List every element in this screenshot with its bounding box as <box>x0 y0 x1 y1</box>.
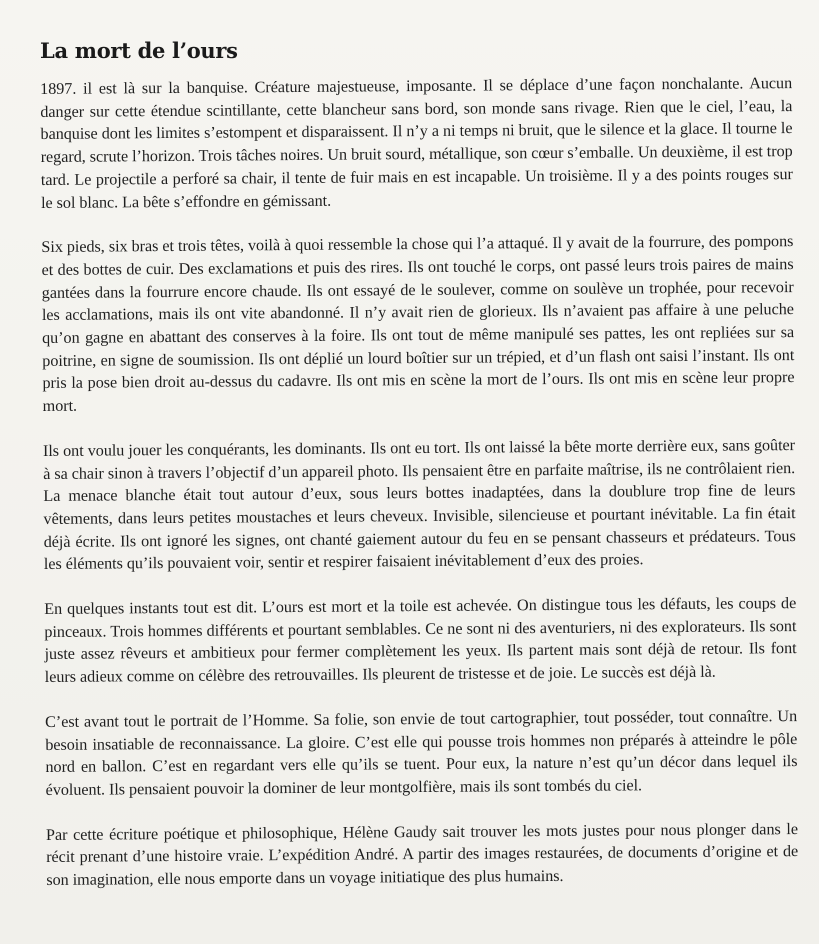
paragraph-1: 1897. il est là sur la banquise. Créature majestueuse, imposante. Il se déplace d’une façon nonchalante. Aucun danger sur cette étendue scintillante, cette blancheur sans bord, son monde sans rivage. Rien que le ciel, l’eau, la banquise dont les limites s’estompent et disparaissent. Il n’y a ni temps ni bruit, que le silence et la glace. Il tourne le regard, scrute l’horizon. Trois tâches noires. Un bruit sourd, métallique, son cœur s’emballe. Un deuxième, il est trop tard. Le projectile a perforé sa chair, il tente de fuir mais en est incapable. Un troisième. Il y a des points rouges sur le sol blanc. La bête s’effondre en gémissant. <box>40 74 793 212</box>
paragraph-5: C’est avant tout le portrait de l’Homme. Sa folie, son envie de tout cartographier, tout posséder, tout connaître. Un besoin insatiable de reconnaissance. La gloire. C’est elle qui pousse trois hommes non préparés à atteindre le pôle nord en ballon. C’est en regardant vers elle qu’ils se tuent. Pour eux, la nature n’est qu’un décor dans lequel ils évoluent. Ils pensaient pouvoir la dominer de leur montgolfière, mais ils sont tombés du ciel. <box>45 706 798 799</box>
article-title: La mort de l’ours <box>40 38 238 63</box>
paragraph-4: En quelques instants tout est dit. L’ours est mort et la toile est achevée. On distingue tous les défauts, les coups de pinceaux. Trois hommes différents et pourtant semblables. Ce ne sont ni des aventuriers, ni des explorateurs. Ils sont juste assez rêveurs et ambitieux pour fermer complètement les yeux. Ils partent mais sont déjà de retour. Ils font leurs adieux comme on célèbre des retrouvailles. Ils pleurent de tristesse et de joie. Le succès est déjà là. <box>44 594 797 687</box>
paragraph-2: Six pieds, six bras et trois têtes, voilà à quoi ressemble la chose qui l’a attaqué. Il y avait de la fourrure, des pompons et des bottes de cuir. Des exclamations et puis des rires. Ils ont touché le corps, ont passé leurs trois paires de mains gantées dans la fourrure encore chaude. Ils ont essayé de le soulever, comme on soulève un trophée, pour recevoir les acclamations, mais ils ont vite abandonné. Il n’y avait rien de glorieux. Ils n’avaient pas affaire à une peluche qu’on gagne en abattant des conserves à la foire. Ils ont tout de même manipulé ses pattes, les ont repliées sur sa poitrine, en signe de soumission. Ils ont déplié un lourd boîtier sur un trépied, et d’un flash ont saisi l’instant. Ils ont pris la pose bien droit au-dessus du cadavre. Ils ont mis en scène la mort de l’ours. Ils ont mis en scène leur propre mort. <box>41 232 795 416</box>
paragraph-3: Ils ont voulu jouer les conquérants, les dominants. Ils ont eu tort. Ils ont laissé la bête morte derrière eux, sans goûter à sa chair sinon à travers l’objectif d’un appareil photo. Ils pensaient être en parfaite maîtrise, ils ne contrôlaient rien. La menace blanche était tout autour d’eux, sous leurs bottes inadaptées, dans la doublure trop fine de leurs vêtements, dans leurs petites moustaches et leurs cheveux. Invisible, silencieuse et pourtant inévitable. La fin était déjà écrite. Ils ont ignoré les signes, ont chanté gaiement autour du feu en se pensant chasseurs et prédateurs. Tous les éléments qu’ils pouvaient voir, sentir et respirer faisaient inévitablement d’eux des proies. <box>42 435 796 574</box>
article-body <box>40 66 799 914</box>
paragraph-6: Par cette écriture poétique et philosophique, Hélène Gaudy sait trouver les mots justes pour nous plonger dans le récit prenant d’une histoire vraie. L’expédition André. A partir des images restaurées, de documents d’origine et de son imagination, elle nous emporte dans un voyage initiatique des plus humains. <box>45 819 799 890</box>
